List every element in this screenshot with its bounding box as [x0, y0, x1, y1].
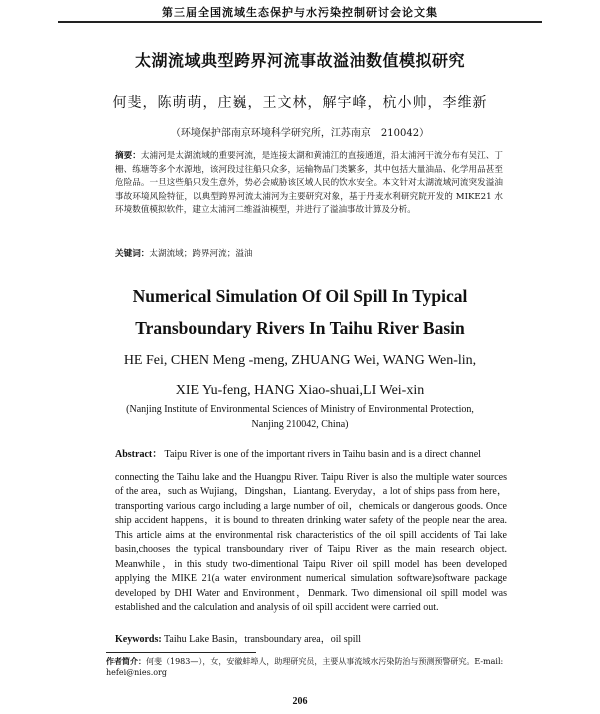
- chinese-abstract: [115, 150, 503, 218]
- english-keywords: [115, 630, 507, 645]
- english-title: [0, 282, 600, 346]
- author-footnote: [106, 656, 511, 678]
- english-abstract-label: Abstract：: [115, 449, 163, 460]
- chinese-abstract-label: 摘要：: [115, 151, 141, 161]
- english-abstract: [115, 448, 507, 616]
- chinese-keywords-label: 关键词：: [115, 249, 150, 259]
- english-abstract-first: Taipu River is one of the important rivers in Taihu basin and is a direct channel: [164, 449, 481, 460]
- english-affiliation: [0, 402, 600, 432]
- english-authors-line-1: HE Fei, CHEN Meng -meng, ZHUANG Wei, WANG Wen-lin,: [123, 353, 477, 368]
- header-rule: [58, 21, 542, 23]
- english-title-line-2: Transboundary Rivers In Taihu River Basin: [135, 318, 465, 338]
- english-keywords-label: Keywords:: [115, 634, 162, 645]
- english-abstract-body: connecting the Taihu lake and the Huangpu River. Taipu River is also the multiple water sources of the area，such as Wujiang，Dingshan，Liantang. Everyday，a lot of ships pass from here，transporting various cargo including a large number of oil，chemicals or dangerous goods. Once ship accident happens，it is bound to threaten drinking water safety of the people near the area. This article aims at the environmental risk characteristics of the oil spill accidents of Tai lake basin,chooses the typical transboundary river of Taipu River as the main research object. Meanwhile，in this study two-dimentional Taipu River oil spill model has been developed applying the MIKE 21(a water environment numerical simulation software)software package developed by DHI Water and Environment，Denmark. Two dimensional oil spill model was established and the calculation and analysis of oil spill accident were carried out.: [115, 471, 507, 613]
- footnote-text: 何斐（1983—），女，安徽蚌埠人，助理研究员，主要从事流域水污染防治与预测预警研究。E-mail: hefei@nies.org: [106, 657, 504, 677]
- chinese-authors: 何斐，陈萌萌，庄巍，王文林，解宇峰，杭小帅，李维新: [112, 95, 488, 111]
- chinese-keywords-text: 太湖流域；跨界河流；溢油: [149, 249, 253, 259]
- chinese-affiliation: （环境保护部南京环境科学研究所，江苏南京 210042）: [170, 128, 430, 139]
- footnote-label: 作者简介：: [106, 656, 146, 666]
- english-affiliation-line-2: Nanjing 210042, China): [251, 419, 349, 430]
- english-authors-line-2: XIE Yu-feng, HANG Xiao-shuai,LI Wei-xin: [175, 383, 425, 398]
- english-keywords-text: Taihu Lake Basin，transboundary area，oil spill: [164, 634, 362, 645]
- english-title-line-1: Numerical Simulation Of Oil Spill In Typical: [132, 286, 468, 306]
- chinese-abstract-text: 太浦河是太湖流域的重要河流，是连接太湖和黄浦江的直接通道，沿太浦河干流分布有吴江、丁栅、练塘等多个水源地，该河段过往船只众多，运输物品门类繁多，其中包括大量油品、化学用品甚至危险品。一旦这些船只发生意外，势必会威胁该区域人民的饮水安全。本文针对太湖流域河流突发溢油事故环境风险特征，以典型跨界河流太浦河为主要研究对象，基于丹麦水利研究院开发的 MIKE21 水环境数值模拟软件，建立太浦河二维溢油模型，并进行了溢油事故计算及分析。: [115, 151, 503, 216]
- english-authors: [0, 346, 600, 406]
- english-affiliation-line-1: (Nanjing Institute of Environmental Sciences of Ministry of Environmental Protection,: [126, 404, 474, 415]
- english-abstract-first-line: [115, 448, 507, 463]
- running-header: 第三届全国流域生态保护与水污染控制研讨会论文集: [162, 6, 438, 19]
- chinese-keywords: [115, 247, 503, 259]
- page-number: 206: [292, 696, 308, 707]
- chinese-title: 太湖流域典型跨界河流事故溢油数值模拟研究: [134, 51, 465, 70]
- footnote-rule: [106, 652, 256, 653]
